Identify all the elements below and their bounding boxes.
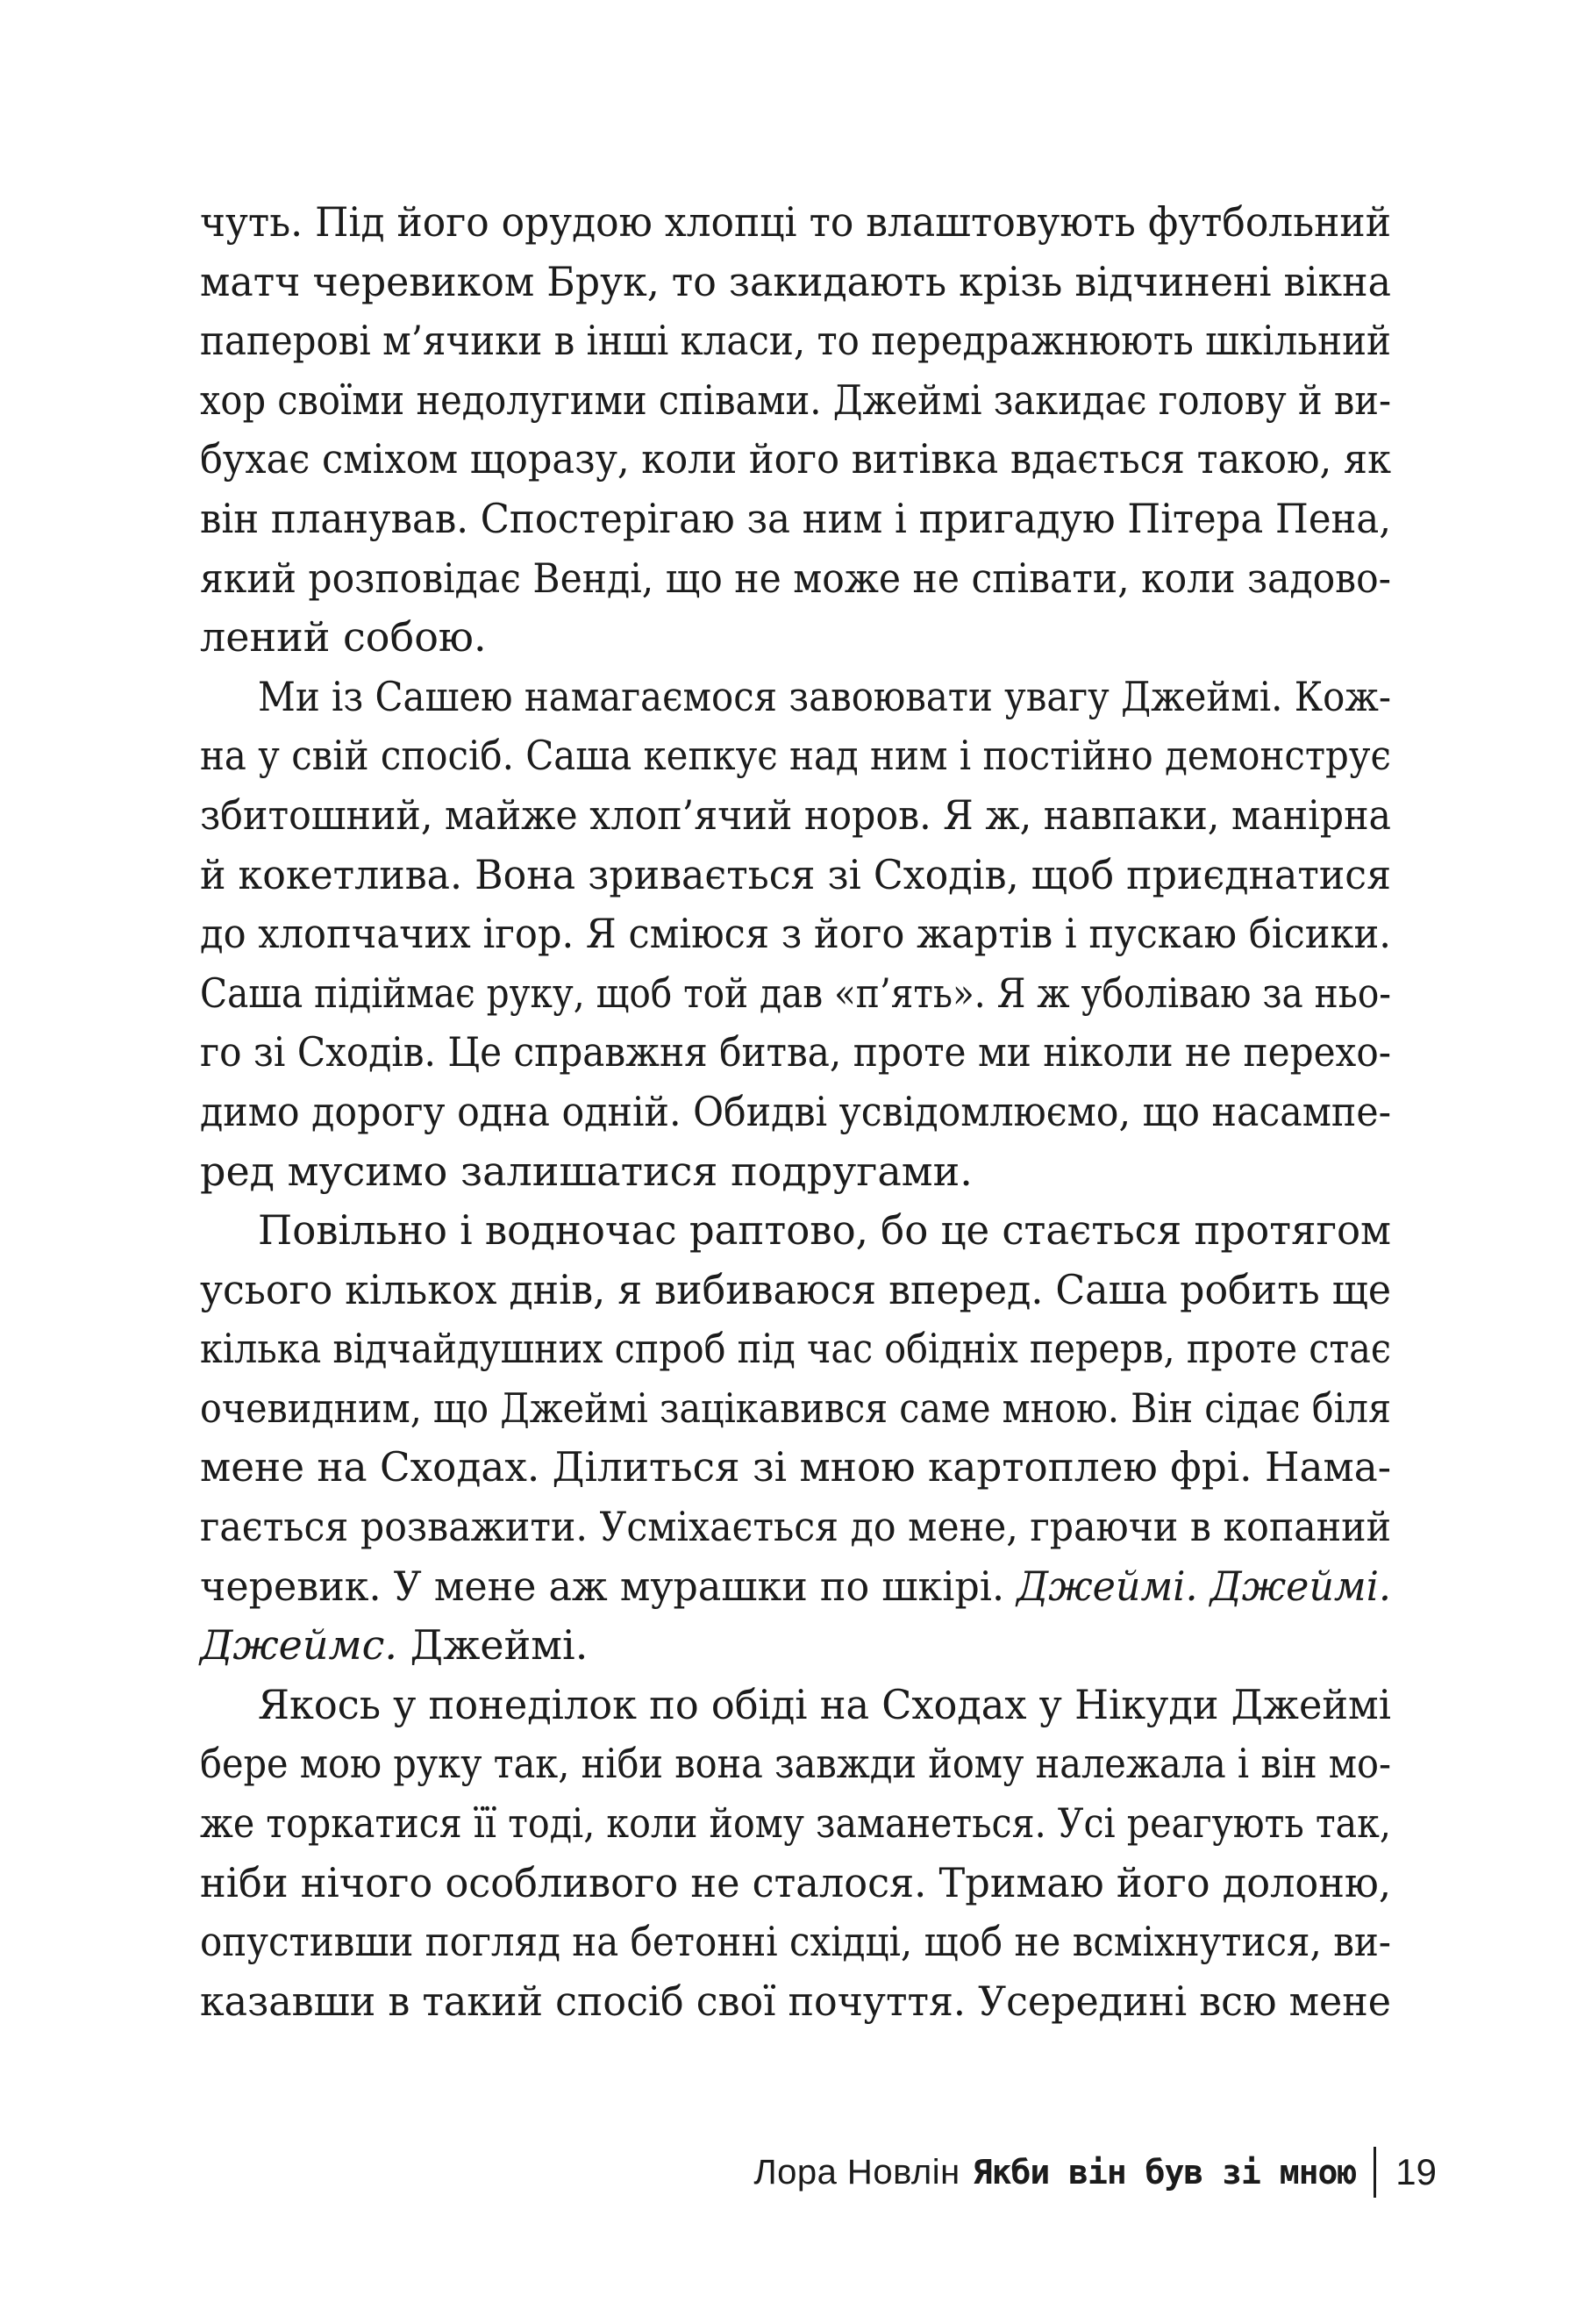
text-line bbox=[200, 1734, 1391, 1794]
footer-content bbox=[753, 2137, 1437, 2207]
text-segment: ніби нічого особливого не сталося. Тримаю його долоню, bbox=[200, 1858, 1391, 1906]
text-segment: чуть. Під його орудою хлопці то влаштовують футбольний bbox=[200, 198, 1391, 246]
text-line bbox=[200, 726, 1391, 786]
text-line bbox=[200, 1854, 1391, 1913]
text-line bbox=[200, 1913, 1391, 1972]
page-number: 19 bbox=[1395, 2151, 1437, 2192]
text-segment: Саша підіймає руку, щоб той дав «п’ять». Я ж уболіваю за ньо- bbox=[200, 969, 1391, 1017]
text-line bbox=[200, 1498, 1391, 1557]
text-line bbox=[200, 1023, 1391, 1083]
text-line bbox=[200, 964, 1391, 1024]
text-segment: казавши в такий спосіб свої почуття. Усередині всю мене bbox=[200, 1977, 1391, 2025]
text-segment: ред мусимо залишатися подругами. bbox=[200, 1147, 973, 1195]
text-segment: очевидним, що Джеймі зацікавився саме мною. Він сідає біля bbox=[200, 1384, 1391, 1432]
text-line bbox=[200, 668, 1391, 727]
italic-text: Джеймс. bbox=[200, 1621, 398, 1670]
text-segment: бухає сміхом щоразу, коли його витівка вдається такою, як bbox=[200, 435, 1391, 483]
paragraph bbox=[200, 193, 1391, 668]
text-line bbox=[200, 1794, 1391, 1854]
text-segment: Якось у понеділок по обіді на Сходах у Нікуди Джеймі bbox=[258, 1680, 1391, 1728]
text-line bbox=[200, 905, 1391, 964]
text-segment: бере мою руку так, ніби вона завжди йому належала і він мо- bbox=[200, 1740, 1391, 1788]
text-segment: мене на Сходах. Ділиться зі мною картоплею фрі. Нама- bbox=[200, 1443, 1391, 1491]
text-line bbox=[200, 1972, 1391, 2032]
text-line bbox=[200, 1142, 1391, 1202]
text-segment: димо дорогу одна одній. Обидві усвідомлюємо, що насампе- bbox=[200, 1087, 1391, 1135]
text-segment: опустивши погляд на бетонні східці, щоб не всміхнутися, ви- bbox=[200, 1918, 1391, 1966]
text-segment: він планував. Спостерігаю за ним і пригадую Пітера Пена, bbox=[200, 494, 1391, 542]
text-line bbox=[200, 311, 1391, 371]
paragraph bbox=[200, 1676, 1391, 2032]
text-line bbox=[200, 371, 1391, 431]
footer-book-title: Якби він був зі мною bbox=[972, 2153, 1357, 2192]
text-line bbox=[200, 786, 1391, 846]
paragraph bbox=[200, 1201, 1391, 1676]
text-line bbox=[200, 846, 1391, 905]
text-line bbox=[200, 253, 1391, 312]
text-line bbox=[200, 1676, 1391, 1735]
text-segment: усього кількох днів, я вибиваюся вперед. Саша робить ще bbox=[200, 1265, 1391, 1313]
text-segment: черевик. У мене аж мурашки по шкірі. bbox=[200, 1562, 1017, 1610]
text-segment: збитошний, майже хлоп’ячий норов. Я ж, навпаки, манірна bbox=[200, 790, 1391, 839]
text-line bbox=[200, 1083, 1391, 1142]
text-segment: матч черевиком Брук, то закидають крізь відчинені вікна bbox=[200, 257, 1391, 305]
text-segment: на у свій спосіб. Саша кепкує над ним і постійно демонструє bbox=[200, 732, 1391, 780]
text-line bbox=[200, 1379, 1391, 1439]
text-segment: паперові м’ячики в інші класи, то передражнюють шкільний bbox=[200, 317, 1391, 365]
text-line bbox=[200, 490, 1391, 549]
footer-author: Лора Новлін bbox=[753, 2152, 960, 2192]
text-segment: гається розважити. Усміхається до мене, граючи в копаний bbox=[200, 1503, 1391, 1551]
paragraph bbox=[200, 668, 1391, 1201]
italic-text: Джеймі. Джеймі. bbox=[1017, 1562, 1391, 1610]
text-segment: же торкатися її тоді, коли йому заманеться. Усі реагують так, bbox=[200, 1799, 1391, 1848]
text-segment: до хлопчачих ігор. Я сміюся з його жартів і пускаю бісики. bbox=[200, 910, 1391, 958]
text-line bbox=[200, 1261, 1391, 1320]
text-segment: хор своїми недолугими співами. Джеймі закидає голову й ви- bbox=[200, 375, 1391, 424]
text-line bbox=[200, 1201, 1391, 1261]
body-text bbox=[200, 193, 1391, 2031]
text-segment: Джеймі. bbox=[397, 1621, 589, 1670]
text-segment: Повільно і водночас раптово, бо це стається протягом bbox=[258, 1206, 1391, 1255]
text-segment: Ми із Сашею намагаємося завоювати увагу Джеймі. Кож- bbox=[258, 672, 1391, 720]
text-line bbox=[200, 608, 1391, 668]
text-line bbox=[200, 549, 1391, 609]
text-line bbox=[200, 1319, 1391, 1379]
text-segment: кілька відчайдушних спроб під час обідніх перерв, проте стає bbox=[200, 1325, 1391, 1373]
text-segment: який розповідає Венді, що не може не співати, коли задово- bbox=[200, 554, 1391, 602]
text-line bbox=[200, 1616, 1391, 1676]
page-footer bbox=[0, 2137, 1577, 2207]
text-segment: го зі Сходів. Це справжня битва, проте ми ніколи не перехо- bbox=[200, 1028, 1391, 1076]
footer-separator bbox=[1374, 2147, 1376, 2198]
text-line bbox=[200, 430, 1391, 490]
text-line bbox=[200, 1438, 1391, 1498]
text-line bbox=[200, 1557, 1391, 1617]
text-line bbox=[200, 193, 1391, 253]
text-segment: й кокетлива. Вона зривається зі Сходів, щоб приєднатися bbox=[200, 850, 1391, 898]
text-segment: лений собою. bbox=[200, 613, 487, 661]
